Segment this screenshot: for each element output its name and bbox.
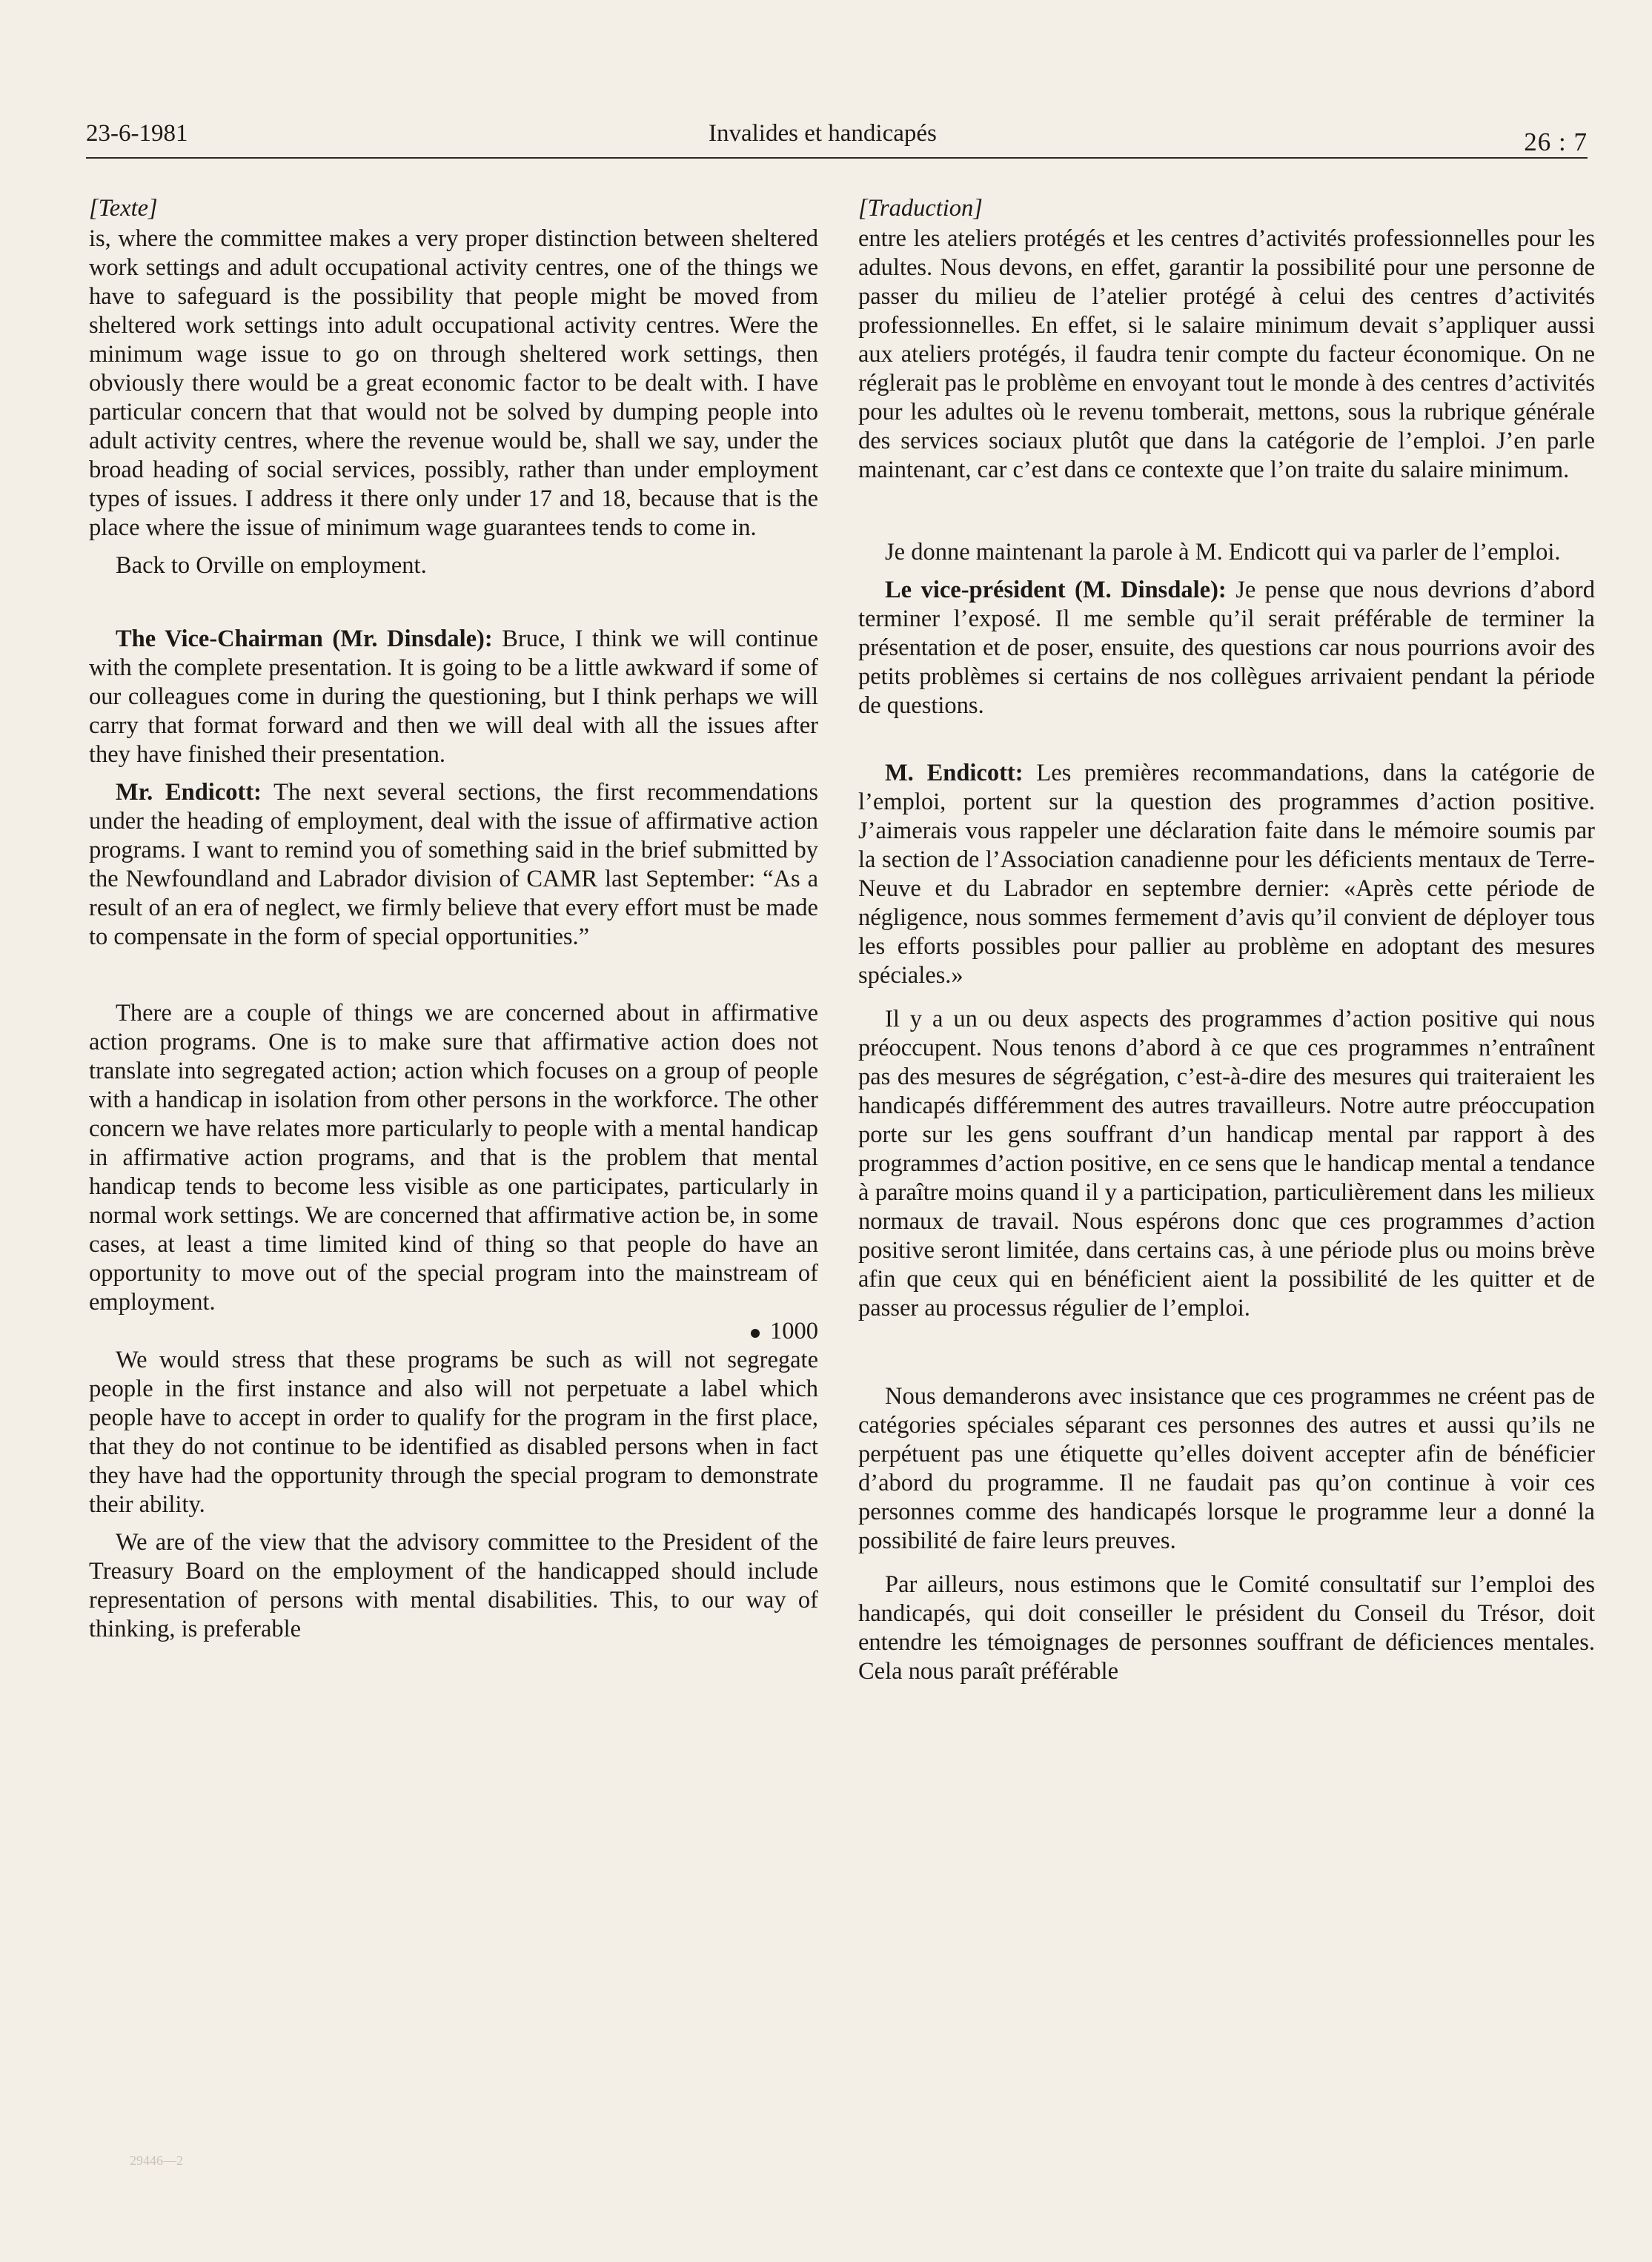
- header-rule: [86, 157, 1588, 159]
- paragraph: There are a couple of things we are concerned about in affirmative action programs. One is to make sure that affirmative action does not translate into segregated action; action which focuses on a group of people with a handicap in isolation from other persons in the workforce. The other concern we have relates more particularly to people with a mental handicap in affirmative action programs, and that is the problem that mental handicap tends to become less visible as one participates, particularly in normal work settings. We are concerned that affirmative action be, in some cases, at least a time limited kind of thing so that people do have an opportunity to move out of the special program into the mainstream of employment.: [89, 1000, 818, 1316]
- paragraph: Par ailleurs, nous estimons que le Comité consultatif sur l’emploi des handicapés, qui doit conseiller le président du Conseil du Trésor, doit entendre les témoignages de personnes souffrant de déficiences mentales. Cela nous paraît préférable: [858, 1571, 1595, 1685]
- paragraph: Je donne maintenant la parole à M. Endicott qui va parler de l’emploi.: [885, 539, 1561, 566]
- english-column: [89, 194, 818, 1644]
- time-marker: [89, 1317, 818, 1346]
- speech-text: Je pense que nous devrions d’abord terminer l’exposé. Il me semble qu’il serait préférable de terminer la présentation et de poser, ensuite, des questions car nous pourrions avoir des petits problèmes si certains de nos collègues arrivaient pendant la période de questions.: [858, 577, 1596, 719]
- paragraph: is, where the committee makes a very proper distinction between sheltered work settings and adult occupational activity centres, one of the things we have to safeguard is the possibility that people might be moved from sheltered work settings into adult occupational activity centres. Were the minimum wage issue to go on through sheltered work settings, then obviously there would be a great economic factor to be dealt with. I have particular concern that that would not be solved by dumping people into adult activity centres, where the revenue would be, shall we say, under the broad heading of social services, possibly, rather than under employment types of issues. I address it there only under 17 and 18, because that is the place where the issue of minimum wage guarantees tends to come in.: [89, 225, 818, 541]
- paragraph: We are of the view that the advisory committee to the President of the Treasury Board on the employment of the handicapped should include representation of persons with mental disabilities. This, to our way of thinking, is preferable: [89, 1529, 818, 1642]
- column-label-traduction: [Traduction]: [858, 195, 983, 222]
- french-column: [858, 194, 1595, 1686]
- print-code: 29446—2: [130, 2153, 183, 2168]
- speaker-name: Le vice-président (M. Dinsdale):: [885, 577, 1227, 603]
- speech-text: Bruce, I think we will continue with the complete presentation. It is going to be a little awkward if some of our colleagues come in during the questioning, but I think perhaps we will carry that format forward and then we will deal with all the issues after they have finished their presentation.: [89, 626, 818, 768]
- paragraph: Il y a un ou deux aspects des programmes d’action positive qui nous préoccupent. Nous tenons d’abord à ce que ces programmes n’entraînent pas des mesures de ségrégation, c’est-à-dire des mesures qui traiteraient les handicapés différemment des autres travailleurs. Notre autre préoccupation porte sur les gens souffrant d’un handicap mental par rapport à des programmes d’action positive, en ce sens que le handicap mental a tendance à paraître moins quand il y a participation, particulièrement dans les milieux normaux de travail. Nous espérons donc que ces programmes d’action positive seront limitée, dans certains cas, à une période plus ou moins brève afin que ceux qui en bénéficient aient la possibilité de les quitter et de passer au processus régulier de l’emploi.: [858, 1006, 1595, 1321]
- speaker-paragraph: [89, 778, 818, 952]
- header-title: Invalides et handicapés: [709, 120, 937, 147]
- speaker-name: M. Endicott:: [885, 760, 1024, 786]
- speaker-paragraph: [858, 759, 1595, 990]
- speaker-name: Mr. Endicott:: [116, 779, 262, 806]
- bullet-dot-icon: [751, 1329, 760, 1338]
- header-date: 23-6-1981: [86, 120, 188, 147]
- speaker-paragraph: [858, 576, 1595, 720]
- paragraph: We would stress that these programs be such as will not segregate people in the first instance and also will not perpetuate a label which people have to accept in order to qualify for the program in the first place, that they do not continue to be identified as disabled persons when in fact they have had the opportunity through the special program to demonstrate their ability.: [89, 1347, 818, 1518]
- page-number: 26 : 7: [1524, 127, 1588, 156]
- speech-text: The next several sections, the first recommendations under the heading of employment, deal with the issue of affirmative action programs. I want to remind you of something said in the brief submitted by the Newfoundland and Labrador division of CAMR last September: “As a result of an era of neglect, we firmly believe that every effort must be made to compensate in the form of special opportunities.”: [89, 779, 818, 950]
- running-header: [86, 117, 1588, 159]
- speaker-name: The Vice-Chairman (Mr. Dinsdale):: [116, 626, 493, 652]
- paragraph: Nous demanderons avec insistance que ces programmes ne créent pas de catégories spéciales séparant ces personnes des autres et aussi qu’ils ne perpétuent pas une étiquette qu’elles doivent accepter afin de bénéficier d’abord du programme. Il ne faudait pas qu’on continue à voir ces personnes comme des handicapés lorsque le programme leur a donné la possibilité de faire leurs preuves.: [858, 1383, 1595, 1554]
- speech-text: Les premières recommandations, dans la catégorie de l’emploi, portent sur la question des programmes d’action positive. J’aimerais vous rappeler une déclaration faite dans le mémoire soumis par la section de l’Association canadienne pour les déficients mentaux de Terre-Neuve et du Labrador en septembre dernier: «Après cette période de négligence, nous sommes fermement d’avis qu’il convient de déployer tous les efforts possibles pour pallier au problème en adoptant des mesures spéciales.»: [858, 760, 1595, 989]
- time-marker-value: 1000: [770, 1318, 818, 1344]
- column-label-texte: [Texte]: [89, 195, 158, 222]
- speaker-paragraph: [89, 625, 818, 769]
- paragraph: Back to Orville on employment.: [116, 552, 427, 579]
- paragraph: entre les ateliers protégés et les centres d’activités professionnelles pour les adultes. Nous devons, en effet, garantir la possibilité pour une personne de passer du milieu de l’atelier protégé à celui des centres d’activités professionnelles. En effet, si le salaire minimum devait s’appliquer aussi aux ateliers protégés, il faudra tenir compte du facteur économique. On ne réglerait pas le problème en envoyant tout le monde à des centres d’activités pour les adultes où le revenu tomberait, mettons, sous la rubrique générale des services sociaux plutôt que dans la catégorie de l’emploi. J’en parle maintenant, car c’est dans ce contexte que l’on traite du salaire minimum.: [858, 225, 1595, 483]
